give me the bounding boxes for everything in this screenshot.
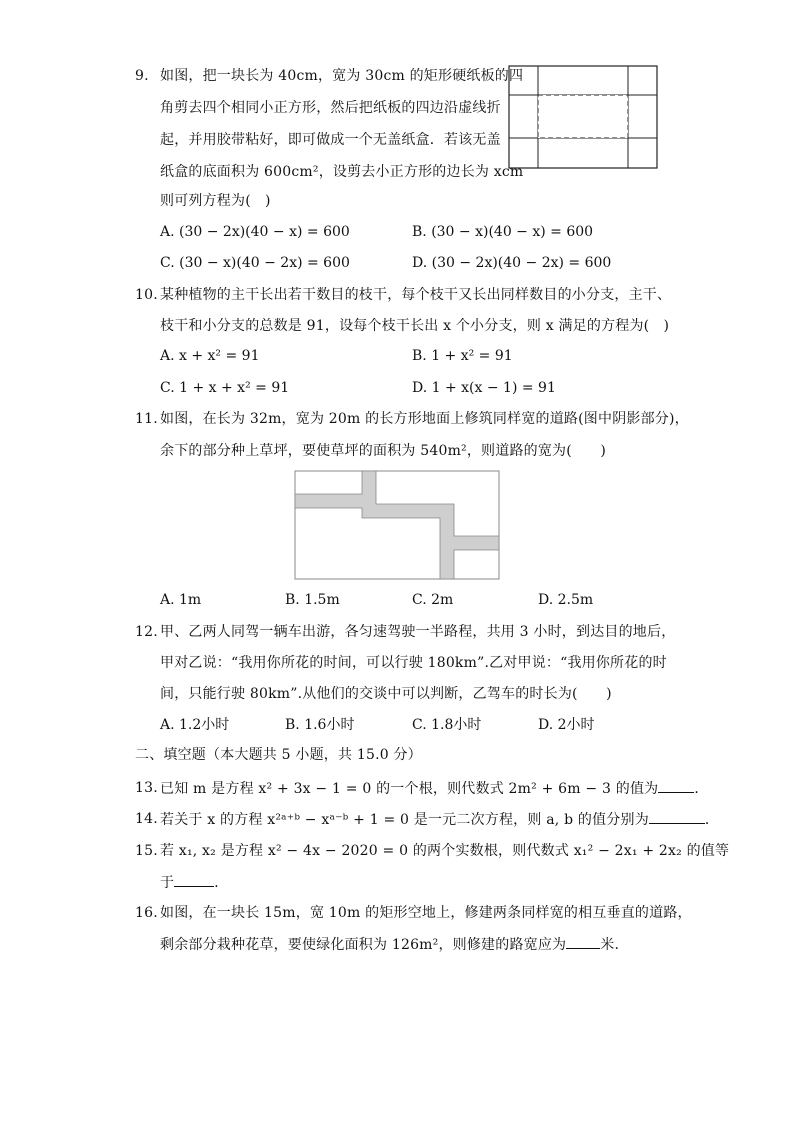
q11-line-1: 如图，在长为 32m，宽为 20m 的长方形地面上修筑同样宽的道路(图中阴影部分)， [160,411,689,427]
q9-number: 9. [135,68,149,84]
q16-number: 16. [135,905,158,921]
q10-option-a: A. x + x² = 91 [160,348,260,364]
q9-option-c: C. (30 − x)(40 − 2x) = 600 [160,255,350,271]
q12-line-2: 甲对乙说：“我用你所花的时间，可以行驶 180km”.乙对甲说：“我用你所花的时 [160,655,667,671]
q11-option-a: A. 1m [160,592,202,608]
q15-number: 15. [135,843,158,859]
q11-option-b: B. 1.5m [285,592,340,608]
q14-number: 14. [135,811,158,827]
q11-line-2: 余下的部分种上草坪，要使草坪的面积为 540m²，则道路的宽为( ) [160,443,606,459]
q14-stem: 若关于 x 的方程 x²ᵃ⁺ᵇ − xᵃ⁻ᵇ + 1 = 0 是一元二次方程，则 a, b 的值分别为 [160,812,649,828]
q13-answer-blank[interactable] [658,778,694,793]
q14-end: ． [704,812,720,828]
q13-stem: 已知 m 是方程 x² + 3x − 1 = 0 的一个根，则代数式 2m² + 6m − 3 的值为 [160,781,659,797]
q13-text [160,778,709,799]
q9-option-b: B. (30 − x)(40 − x) = 600 [412,224,594,240]
q9-line-1: 如图，把一块长为 40cm，宽为 30cm 的矩形硬纸板的四 [160,68,524,84]
q12-number: 12. [135,624,158,640]
section-heading-fill-in: 二、填空题（本大题共 5 小题，共 15.0 分） [135,747,422,763]
q12-option-d: D. 2小时 [538,717,595,733]
q15-answer-blank[interactable] [174,872,214,887]
road-figure [294,470,500,580]
q9-line-5: 则可列方程为( ) [160,193,271,209]
q16-end: 米. [600,937,620,953]
q10-line-1: 某种植物的主干长出若干数目的枝干，每个枝干又长出同样数目的小分支，主干、 [160,287,672,303]
q15-line-1: 若 x₁, x₂ 是方程 x² − 4x − 2020 = 0 的两个实数根，则代数式 x₁² − 2x₁ + 2x₂ 的值等 [160,843,730,859]
q12-option-a: A. 1.2小时 [160,717,230,733]
q14-text [160,809,719,830]
q12-line-3: 间，只能行驶 80km”.从他们的交谈中可以判断，乙驾车的时长为( ) [160,686,612,702]
q11-number: 11. [135,411,158,427]
q10-line-2: 枝干和小分支的总数是 91，设每个枝干长出 x 个小分支，则 x 满足的方程为( ) [160,318,670,334]
q9-line-3: 起，并用胶带粘好，即可做成一个无盖纸盒．若该无盖 [160,132,501,148]
q9-line-2: 角剪去四个相同小正方形，然后把纸板的四边沿虚线折 [160,100,501,116]
q13-number: 13. [135,780,158,796]
q16-line-1: 如图，在一块长 15m，宽 10m 的矩形空地上，修建两条同样宽的相互垂直的道路， [160,905,692,921]
q9-option-d: D. (30 − 2x)(40 − 2x) = 600 [412,255,612,271]
q12-option-b: B. 1.6小时 [285,717,355,733]
q15-line-2 [160,872,228,893]
q9-option-a: A. (30 − 2x)(40 − x) = 600 [160,224,350,240]
q10-number: 10. [135,287,158,303]
q10-option-d: D. 1 + x(x − 1) = 91 [412,380,556,396]
q16-answer-blank[interactable] [566,934,600,949]
q9-line-4: 纸盒的底面积为 600cm²，设剪去小正方形的边长为 xcm [160,164,524,180]
q15-stem-2: 于 [160,875,175,891]
q10-option-b: B. 1 + x² = 91 [412,348,513,364]
q11-option-c: C. 2m [412,592,454,608]
q10-option-c: C. 1 + x + x² = 91 [160,380,290,396]
q11-option-d: D. 2.5m [538,592,594,608]
cardboard-box-figure [508,65,658,169]
q12-option-c: C. 1.8小时 [412,717,482,733]
q15-end: ． [214,875,229,891]
q16-stem-2: 剩余部分栽种花草，要使绿化面积为 126m²，则修建的路宽应为 [160,937,567,953]
q14-answer-blank[interactable] [649,809,705,824]
q12-line-1: 甲、乙两人同驾一辆车出游，各匀速驾驶一半路程，共用 3 小时，到达目的地后， [160,624,676,640]
field-outline [295,471,499,579]
q16-line-2 [160,934,619,955]
q13-end: ． [694,781,709,797]
